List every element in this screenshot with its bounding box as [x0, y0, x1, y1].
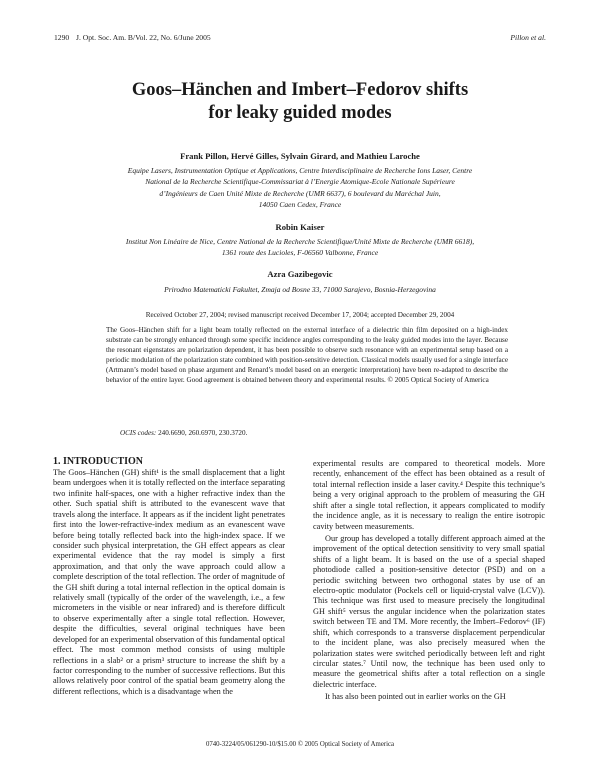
body-paragraph: It has also been pointed out in earlier works on the GH	[325, 692, 506, 702]
body-paragraph: experimental results are compared to theoretical models. More recently, enhancement of the effect has been obtained as a result of total internal reflection inside a laser cavity.⁴ Despite this technique’s being a very original approach to the problem of measuring the GH shift after a single total reflection, it appears complicated to modify the incidence angle, as it is necessary to realign the entire isotropic cavity between measurements.	[313, 459, 545, 531]
affiliation-3	[80, 284, 520, 295]
affiliation-2-line: Institut Non Linéaire de Nice, Centre National de la Recherche Scientifique/Unité Mixte de Recherche (UMR 6618),	[125, 237, 475, 246]
received-dates: Received October 27, 2004; revised manuscript received December 17, 2004; accepted December 29, 2004	[145, 311, 455, 319]
journal-citation: J. Opt. Soc. Am. B/Vol. 22, No. 6/June 2005	[76, 33, 211, 42]
right-column	[313, 459, 545, 703]
affiliation-1	[80, 165, 520, 210]
affiliation-1-line: Equipe Lasers, Instrumentation Optique et Applications, Centre Interdisciplinaire de Recherche Ions Laser, Centre	[127, 166, 473, 175]
affiliation-3-line: Prirodno Matematicki Fakultet, Zmaja od Bosne 33, 71000 Sarajevo, Bosnia-Herzegovina	[164, 285, 436, 294]
article-title	[60, 79, 540, 125]
abstract: The Goos–Hänchen shift for a light beam totally reflected on the external interface of a dielectric thin film deposited on a high-index substrate can be strongly enhanced through some specific incidence angles corresponding to the leaky guided modes into the layer. Because the resonant eigenstates are polarization dependent, it has been possible to observe such resonance with an experimental setup based on a periodic modulation of the polarization state combined with position-sensitive detection. Classical models usually used for a single interface (Artmann’s model based on phase argument and Renard’s model based on an energetic interpretation) have been re-adapted to describe the behavior of the entire layer. Good agreement is obtained between theory and experimental results. © 2005 Optical Society of America	[106, 326, 508, 385]
section-heading: 1. INTRODUCTION	[53, 456, 144, 467]
running-authors	[510, 33, 546, 42]
left-column	[53, 456, 285, 697]
copyright-footer: 0740-3224/05/061290-10/$15.00 © 2005 Optical Society of America	[205, 741, 395, 748]
affiliation-2-line: 1361 route des Lucioles, F-06560 Valbonne, France	[221, 248, 379, 258]
running-header	[54, 33, 546, 45]
author-names-2: Robin Kaiser	[275, 222, 325, 232]
ocis-values: 240.6690, 260.6970, 230.3720.	[158, 429, 248, 437]
page-number: 1290	[54, 33, 70, 42]
affiliation-1-line: 14050 Caen Cedex, France	[258, 199, 342, 209]
ocis-codes	[120, 429, 247, 437]
author-names-3: Azra Gazibegovic	[267, 269, 333, 279]
running-authors-text: Pillon et al.	[510, 33, 546, 42]
author-names-1: Frank Pillon, Hervé Gilles, Sylvain Girard, and Mathieu Laroche	[180, 151, 420, 161]
affiliation-1-line: National de la Recherche Scientifique-Commissariat à l’Energie Atomique-Ecole Nationale Supérieure	[145, 177, 455, 187]
body-paragraph: Our group has developed a totally different approach aimed at the improvement of the optical detection sensitivity to very small spatial shifts of a light beam. It is based on the use of a special shaped photodiode called a position-sensitive detector (PSD) and on a periodic switching between two orthogonal states by use of an electro-optic modulator (Pockels cell or liquid-crystal valve (LCV)). This technique was first used to measure precisely the longitudinal GH shift⁵ versus the angular incidence when the polarization states switch between TE and TM. More recently, the Imbert–Fedorov⁶ (IF) shift, which corresponds to a transverse displacement perpendicular to the incident plane, was also precisely measured when the polarization states were switched periodically between left and right circular states.⁷ Until now, the technique has been used only to measure the geometrical shifts after a total reflection on a single dielectric interface.	[313, 533, 545, 689]
title-line-1: Goos–Hänchen and Imbert–Fedorov shifts	[131, 80, 469, 100]
ocis-label: OCIS codes:	[120, 429, 157, 437]
affiliation-2	[80, 236, 520, 259]
title-line-2: for leaky guided modes	[208, 103, 392, 123]
affiliation-1-line: d’Ingénieurs de Caen Unité Mixte de Recherche (UMR 6637), 6 boulevard du Maréchal Juin,	[159, 188, 441, 198]
body-paragraph: The Goos–Hänchen (GH) shift¹ is the small displacement that a light beam undergoes when it is totally reflected on the interface separating two infinite half-spaces, one with a higher refractive index than the other. Such spatial shift is attributed to the evanescent wave that travels along the interface. It appears as if the incident light penetrates first into the lower-refractive-index medium as an evanescent wave before being totally reflected back into the high-index space. If we consider such physical interpretation, the GH effect appears as clear experimental evidence that the ray model is simply a first approximation, and that only the wave approach could allow a complete description of the total reflection. The order of magnitude of the GH shift during a total internal reflection in the optical domain is relatively small (typically of the order of the wavelength, i.e., a few micrometers in the visible or near infrared) and is therefore difficult to observe experimentally after a single total reflection. However, despite the difficulties, several original techniques have been developed for an experimental observation of this fundamental optical effect. The most common method consists of using multiple reflections in a slab² or a prism³ structure to increase the shift by a factor corresponding to the number of successive reflections. But this allows relatively poor control of the spatial beam geometry along the different reflections, which is a disadvantage when the	[53, 468, 285, 696]
